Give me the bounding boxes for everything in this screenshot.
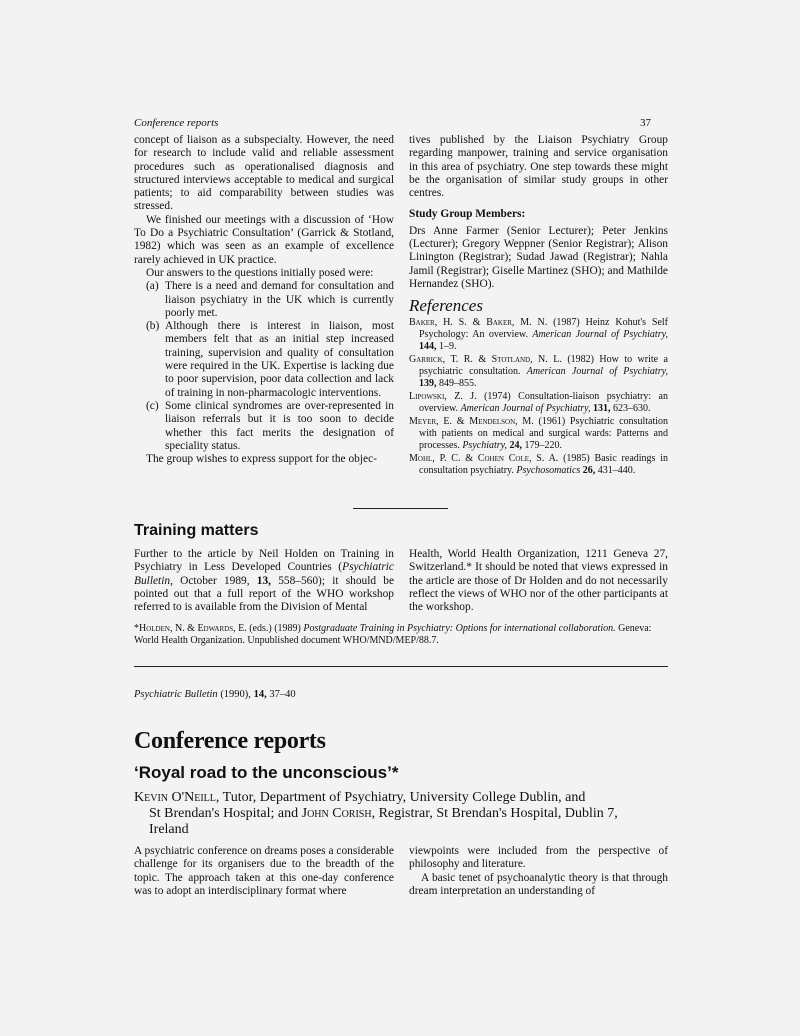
list-label: (b) bbox=[146, 320, 160, 333]
list-text: Although there is interest in liaison, most members felt that as an initial step increased training, supervision and quality of consultation were required in the UK. Expertise is lacking due to poor supervision, poor data collection and lack of training in non-pharmacologic interventions. bbox=[165, 320, 394, 399]
running-header: Conference reports bbox=[134, 117, 219, 129]
list-item bbox=[146, 320, 394, 400]
ref-volume: 24, bbox=[507, 439, 523, 451]
ref-text: (1982) How to write a psychiatric consultation. bbox=[419, 353, 668, 377]
conference-right-column bbox=[409, 845, 668, 898]
volume-number: 13, bbox=[256, 574, 272, 587]
references-heading: References bbox=[409, 296, 483, 316]
list-item bbox=[146, 280, 394, 320]
text-run: October 1989, bbox=[172, 574, 257, 587]
top-right-column bbox=[409, 134, 668, 478]
reference-item bbox=[409, 416, 668, 452]
top-left-column bbox=[134, 134, 394, 466]
page-number: 37 bbox=[640, 117, 651, 129]
ref-authors: Mohl, P. C. & Cohen Cole, S. A. bbox=[409, 452, 559, 464]
text-run: (1990), bbox=[217, 689, 254, 700]
ref-text: (1961) Psychiatric consultation with patients on medical and surgical wards: Patterns and processes. bbox=[419, 415, 669, 451]
paragraph: viewpoints were included from the perspective of philosophy and literature. bbox=[409, 845, 668, 871]
ref-volume: 26, bbox=[580, 464, 596, 476]
list-text: There is a need and demand for consultation and liaison psychiatry in the UK which is currently poorly met. bbox=[165, 280, 394, 319]
affiliation: St Brendan's Hospital; and bbox=[149, 806, 302, 821]
reference-item bbox=[409, 317, 668, 353]
study-group-heading: Study Group Members: bbox=[409, 208, 526, 221]
list-label: (c) bbox=[146, 399, 159, 412]
article-title: ‘Royal road to the unconscious’* bbox=[134, 763, 399, 782]
ref-volume: 131, bbox=[590, 402, 611, 414]
ref-journal: American Journal of Psychiatry, bbox=[526, 365, 668, 377]
ref-authors: Meyer, E. & Mendelson, M. bbox=[409, 415, 534, 427]
journal-citation bbox=[134, 689, 296, 700]
text-run: Geneva: World Health Organization. Unpublished document WHO/MND/MEP/88.7. bbox=[134, 623, 652, 646]
paragraph: The group wishes to express support for the objec- bbox=[146, 453, 377, 466]
ref-text: (1987) Heinz Kohut's Self Psychology: An overview. bbox=[419, 316, 669, 340]
author-block bbox=[134, 790, 679, 838]
horizontal-rule bbox=[134, 666, 668, 667]
conference-left-column bbox=[134, 845, 394, 898]
training-right-column bbox=[409, 548, 668, 614]
volume-number: 14, bbox=[253, 689, 267, 700]
ref-pages: 1–9. bbox=[436, 340, 457, 352]
ref-authors: Baker, H. S. & Baker, M. N. bbox=[409, 316, 548, 328]
ref-volume: 144, bbox=[419, 340, 437, 352]
ref-authors: Lipowski, Z. J. bbox=[409, 390, 477, 402]
ref-pages: 431–440. bbox=[595, 464, 636, 476]
paragraph: A psychiatric conference on dreams poses a considerable challenge for its organisers due to the breadth of the topic. The approach taken at this one-day conference was to adopt an interdisciplinary format where bbox=[134, 845, 394, 897]
section-heading: Training matters bbox=[134, 522, 259, 539]
ref-pages: 179–220. bbox=[522, 439, 563, 451]
text-run: 37–40 bbox=[266, 689, 296, 700]
reference-list bbox=[409, 317, 668, 477]
text-run: Further to the article by Neil Holden on Training in Psychiatry in Less Developed Countries ( bbox=[134, 548, 394, 574]
section-title: Conference reports bbox=[134, 728, 326, 754]
paragraph: Our answers to the questions initially posed were: bbox=[146, 266, 374, 279]
text-run: 558–560); it should be pointed out that a full report of the WHO workshop referred to is available from the Division of Mental bbox=[134, 574, 394, 614]
paragraph: A basic tenet of psychoanalytic theory is that through dream interpretation an understanding of bbox=[409, 871, 668, 897]
affiliation: , Registrar, St Brendan's Hospital, Dublin 7, bbox=[371, 806, 618, 821]
list-text: Some clinical syndromes are over-represented in liaison referrals but it is too soon to decide whether this fact merits the designation of speciality status. bbox=[165, 399, 394, 452]
answers-list bbox=[134, 280, 394, 453]
training-left-column bbox=[134, 548, 394, 614]
reference-item bbox=[409, 391, 668, 415]
author-line bbox=[134, 806, 679, 822]
ref-journal: American Journal of Psychiatry, bbox=[532, 328, 668, 340]
ref-pages: 623–630. bbox=[610, 402, 651, 414]
reference-item bbox=[409, 453, 668, 477]
footnote-authors: *Holden, N. & Edwards, E. bbox=[134, 623, 247, 634]
text-run: (eds.) (1989) bbox=[246, 623, 304, 634]
section-divider bbox=[353, 508, 448, 509]
author-line bbox=[134, 790, 679, 806]
footnote bbox=[134, 623, 668, 647]
list-item bbox=[146, 400, 394, 453]
affiliation: , Tutor, Department of Psychiatry, University College Dublin, and bbox=[215, 790, 586, 805]
ref-text: (1974) Consultation-liaison psychiatry: an overview. bbox=[419, 390, 668, 414]
ref-pages: 849–855. bbox=[436, 377, 477, 389]
journal-name: Psychiatric Bulletin, bbox=[134, 561, 394, 587]
ref-journal: American Journal of Psychiatry, bbox=[460, 402, 591, 414]
ref-volume: 139, bbox=[419, 377, 437, 389]
study-group-members: Drs Anne Farmer (Senior Lecturer); Peter Jenkins (Lecturer); Gregory Weppner (Senior Registrar); Alison Linington (Registrar); Sudad Jawad (Registrar); Nahla Jamil (Registrar); Giselle Martinez (SHO); and Mathilde Hernandez (SHO). bbox=[409, 224, 668, 290]
ref-journal: Psychosomatics bbox=[516, 464, 581, 476]
paragraph bbox=[134, 548, 394, 614]
journal-name: Psychiatric Bulletin bbox=[134, 689, 218, 700]
paragraph: concept of liaison as a subspecialty. However, the need for research to include valid and reliable assessment procedures such as operationalised diagnosis and structured interviews acceptable to medical and surgical patients; to aid comparability between studies was stressed. bbox=[134, 134, 394, 213]
ref-journal: Psychiatry, bbox=[462, 439, 508, 451]
author-line: Ireland bbox=[149, 822, 189, 837]
footnote-title: Postgraduate Training in Psychiatry: Options for international collaboration. bbox=[303, 623, 616, 634]
ref-authors: Garrick, T. R. & Stotland, N. L. bbox=[409, 353, 562, 365]
ref-text: (1985) Basic readings in consultation psychiatry. bbox=[419, 452, 668, 476]
reference-item bbox=[409, 354, 668, 390]
paragraph: tives published by the Liaison Psychiatry Group regarding manpower, training and service organisation in this area of psychiatry. One step towards these might be the organisation of similar study groups in other centres. bbox=[409, 134, 668, 200]
author-name: John Corish bbox=[301, 806, 372, 821]
paragraph: We finished our meetings with a discussion of ‘How To Do a Psychiatric Consultation’ (Garrick & Stotland, 1982) which was seen as an example of excellence rarely achieved in UK practice. bbox=[134, 213, 394, 266]
author-name: Kevin O'Neill bbox=[134, 790, 216, 805]
paragraph: Health, World Health Organization, 1211 Geneva 27, Switzerland.* It should be noted that views expressed in the article are those of Dr Holden and do not necessarily reflect the views of WHO nor of the other participants at the workshop. bbox=[409, 548, 668, 614]
list-label: (a) bbox=[146, 280, 159, 293]
